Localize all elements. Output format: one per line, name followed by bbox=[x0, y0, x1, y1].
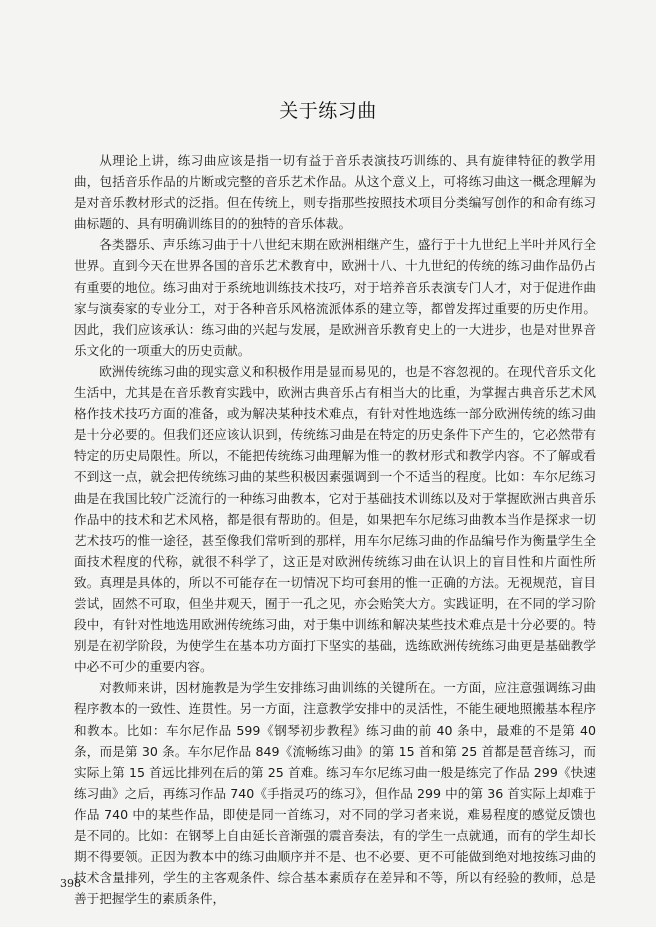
paragraph-2: 各类器乐、声乐练习曲于十八世纪末期在欧洲相继产生，盛行于十九世纪上半叶并风行全世界。直到今天在世界各国的音乐艺术教育中，欧洲十八、十九世纪的传统的练习曲作品仍占有重要的地位。练习曲对于系统地训练技术技巧，对于培养音乐表演专门人才，对于促进作曲家与演奏家的专业分工，对于各种音乐风格流派体系的建立等，都曾发挥过重要的历史作用。因此，我们应该承认：练习曲的兴起与发展，是欧洲音乐教育史上的一大进步，也是对世界音乐文化的一项重大的历史贡献。 bbox=[74, 237, 596, 358]
page-title: 关于练习曲 bbox=[279, 100, 377, 122]
paragraph-1: 从理论上讲，练习曲应该是指一切有益于音乐表演技巧训练的、具有旋律特征的教学用曲，包括音乐作品的片断或完整的音乐艺术作品。从这个意义上，可将练习曲这一概念理解为是对音乐教材形式的泛指。但在传统上，则专指那些按照技术项目分类编写创作的和命有练习曲标题的、具有明确训练目的的独特的音乐体裁。 bbox=[74, 153, 596, 232]
page-number: 398 bbox=[60, 877, 81, 890]
paragraph-3: 欧洲传统练习曲的现实意义和积极作用是显而易见的，也是不容忽视的。在现代音乐文化生活中，尤其是在音乐教育实践中，欧洲古典音乐占有相当大的比重，为掌握古典音乐艺术风格作技术技巧方面的准备，或为解决某种技术难点，有针对性地选练一部分欧洲传统的练习曲是十分必要的。但我们还应该认识到，传统练习曲是在特定的历史条件下产生的，它必然带有特定的历史局限性。所以，不能把传统练习曲理解为惟一的教材形式和教学内容。不了解或看不到这一点，就会把传统练习曲的某些积极因素强调到一个不适当的程度。比如：车尔尼练习曲是在我国比较广泛流行的一种练习曲教本，它对于基础技术训练以及对于掌握欧洲古典音乐作品中的技术和艺术风格，都是很有帮助的。但是，如果把车尔尼练习曲教本当作是探求一切艺术技巧的惟一途径，甚至像我们常听到的那样，用车尔尼练习曲的作品编号作为衡量学生全面技术程度的代称，就很不科学了，这正是对欧洲传统练习曲在认识上的盲目性和片面性所致。真理是具体的，所以不可能存在一切情况下均可套用的惟一正确的方法。无视规范，盲目尝试，固然不可取，但坐井观天，囿于一孔之见，亦会贻笑大方。实践证明，在不同的学习阶段中，有针对性地选用欧洲传统练习曲，对于集中训练和解决某些技术难点是十分必要的。特别是在初学阶段，为使学生在基本功方面打下坚实的基础，选练欧洲传统练习曲更是基础教学中必不可少的重要内容。 bbox=[74, 363, 596, 675]
paragraph-4: 对教师来讲，因材施教是为学生安排练习曲训练的关键所在。一方面，应注意强调练习曲程序教本的一致性、连贯性。另一方面，注意教学安排中的灵活性，不能生硬地照搬基本程序和教本。比如：车尔尼作品 599《钢琴初步教程》练习曲的前 40 条中，最难的不是第 40 条，而是第 30 条。车尔尼作品 849《流畅练习曲》的第 15 首和第 25 首都是琶音练习，而实际上第 15 首远比排列在后的第 25 首难。练习车尔尼练习曲一般是练完了作品 299《快速练习曲》之后，再练习作品 740《手指灵巧的练习》，但作品 299 中的第 36 首实际上却难于作品 740 中的某些作品，即使是同一首练习，对不同的学习者来说，难易程度的感觉反馈也是不同的。比如：在钢琴上自由延长音渐强的震音奏法，有的学生一点就通，而有的学生却长期不得要领。正因为教本中的练习曲顺序并不是、也不必要、更不可能做到绝对地按练习曲的技术含量排列，学生的主客观条件、综合基本素质存在差异和不等，所以有经验的教师，总是善于把握学生的素质条件， bbox=[74, 680, 596, 907]
article-body bbox=[74, 150, 596, 909]
